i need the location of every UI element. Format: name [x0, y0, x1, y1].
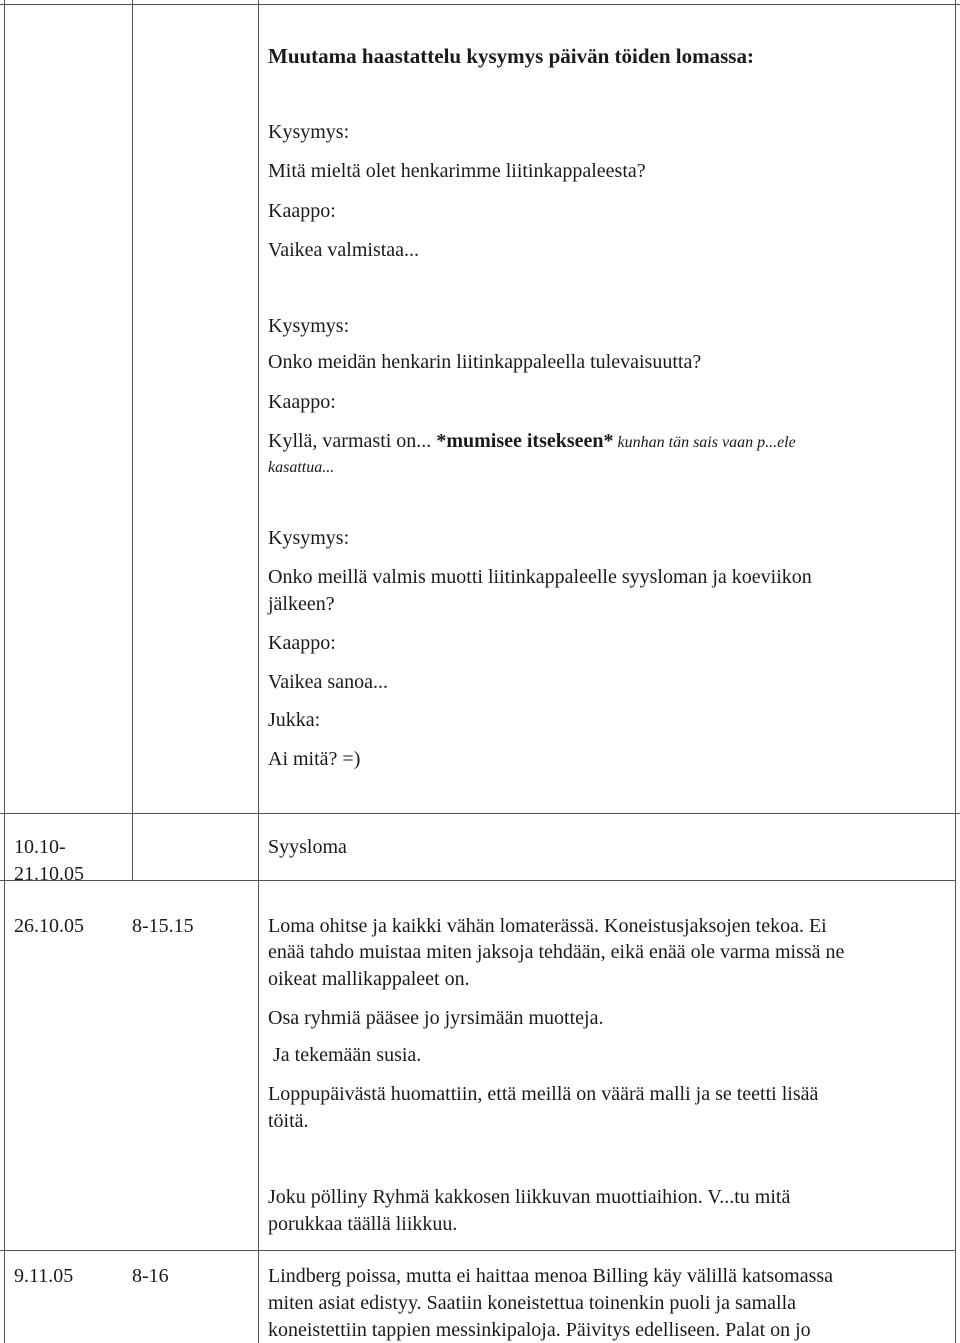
- entry-text-line: Loma ohitse ja kaikki vähän lomaterässä. Koneistusjaksojen tekoa. Ei: [268, 915, 827, 937]
- question-text: Onko meidän henkarin liitinkappaleella tulevaisuutta?: [268, 351, 702, 373]
- interview-heading: Muutama haastattelu kysymys päivän töiden lomassa:: [268, 44, 754, 68]
- date-cell-line-1: 10.10-: [14, 836, 66, 858]
- date-cell: 9.11.05: [14, 1265, 74, 1287]
- question-label: Kysymys:: [268, 121, 350, 143]
- answer-text-jukka: Ai mitä? =): [268, 748, 361, 770]
- answer-text: [268, 428, 796, 456]
- entry-text-line: Lindberg poissa, mutta ei haittaa menoa Billing käy välillä katsomassa: [268, 1265, 834, 1287]
- answerer-label: Kaappo:: [268, 632, 336, 654]
- time-cell: 8-15.15: [132, 915, 194, 937]
- entry-text-line: Ja tekemään susia.: [268, 1044, 422, 1066]
- table-top-border: [0, 4, 960, 5]
- time-cell: 8-16: [132, 1265, 169, 1287]
- column-divider-date: [132, 0, 133, 880]
- question-text-line-1: Onko meillä valmis muotti liitinkappaleelle syysloman ja koeviikon: [268, 566, 812, 588]
- column-divider-time: [258, 0, 259, 1343]
- entry-text-line: oikeat mallikappaleet on.: [268, 968, 470, 990]
- question-label: Kysymys:: [268, 315, 350, 337]
- question-text-line-2: jälkeen?: [268, 593, 335, 615]
- date-cell-line-2: 21.10.05: [14, 863, 84, 885]
- entry-text-line: töitä.: [268, 1110, 309, 1132]
- question-label: Kysymys:: [268, 527, 350, 549]
- answerer-label: Kaappo:: [268, 200, 336, 222]
- entry-text: Syysloma: [268, 836, 347, 858]
- entry-text-line: koneistettiin tappien messinkipaloja. Päivitys edelliseen. Palat on jo: [268, 1319, 811, 1341]
- answer-text-bold: *mumisee itsekseen*: [436, 430, 614, 452]
- answer-text-italic: kunhan tän sais vaan p...ele: [613, 434, 796, 451]
- entry-text-line: Loppupäivästä huomattiin, että meillä on väärä malli ja se teetti lisää: [268, 1083, 819, 1105]
- question-text: Mitä mieltä olet henkarimme liitinkappaleesta?: [268, 160, 646, 182]
- table-right-border: [955, 0, 956, 1343]
- answer-text-italic-continued: kasattua...: [268, 459, 335, 476]
- row-divider-26-10: [0, 880, 956, 881]
- entry-text-line: Joku pölliny Ryhmä kakkosen liikkuvan muottiaihion. V...tu mitä: [268, 1186, 791, 1208]
- entry-text-line: Osa ryhmiä pääsee jo jyrsimään muotteja.: [268, 1007, 604, 1029]
- answer-text-plain: Kyllä, varmasti on...: [268, 430, 437, 452]
- answer-text: Vaikea sanoa...: [268, 671, 388, 693]
- answer-text: Vaikea valmistaa...: [268, 239, 420, 261]
- answerer-label-jukka: Jukka:: [268, 709, 321, 731]
- row-divider-syysloma: [0, 813, 960, 814]
- table-left-border: [4, 0, 5, 1343]
- entry-text-line: miten asiat edistyy. Saatiin koneistettua toinenkin puoli ja samalla: [268, 1292, 797, 1314]
- answerer-label: Kaappo:: [268, 391, 336, 413]
- entry-text-line: porukkaa täällä liikkuu.: [268, 1213, 458, 1235]
- date-cell: 26.10.05: [14, 915, 84, 937]
- row-divider-9-11: [0, 1250, 956, 1251]
- entry-text-line: enää tahdo muistaa miten jaksoja tehdään, eikä enää ole varma missä ne: [268, 941, 845, 963]
